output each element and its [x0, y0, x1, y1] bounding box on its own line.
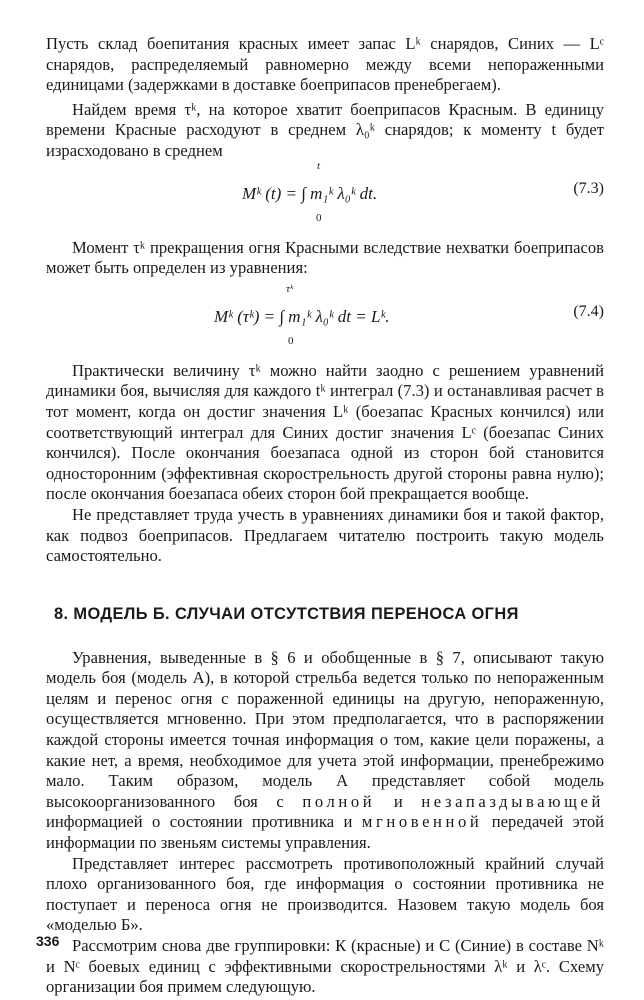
paragraph-1: Пусть склад боепитания красных имеет запас Lᵏ снарядов, Синих — Lᶜ снарядов, распределяемый равномерно между всеми непораженными единицами (задержками в доставке боеприпасов пренебрегаем).: [46, 34, 604, 95]
paragraph-6-text-d: передачей этой информации по звеньям системы управления.: [46, 812, 604, 853]
paragraph-8: Рассмотрим снова две группировки: К (красные) и С (Синие) в составе Nᵏ и Nᶜ боевых единиц с эффективными скорострельностями λᵏ и λᶜ. Схему организации боя примем следующую.: [46, 936, 604, 997]
page-number: 336: [36, 933, 60, 949]
section-heading: 8. МОДЕЛЬ Б. СЛУЧАИ ОТСУТСТВИЯ ПЕРЕНОСА ОГНЯ: [54, 604, 519, 623]
formula-7-4-number: (7.4): [573, 302, 604, 320]
formula-7-3-expression: Mᵏ (t) = ∫ m₁ᵏ λ₀ᵏ dt.: [242, 183, 378, 203]
formula-7-3: [46, 159, 604, 230]
formula-7-4-lower-limit: 0: [288, 334, 294, 347]
formula-7-4-expression: Mᵏ (τᵏ) = ∫ m₁ᵏ λ₀ᵏ dt = Lᵏ.: [214, 306, 390, 326]
paragraph-6-text-a: Уравнения, выведенные в § 6 и обобщенные в § 7, описывают такую модель боя (модель А), в которой стрельба ведется только по непораженным целям и перенос огня с пораженной единицы на другую, непораженную, осуществляется мгновенно. При этом предполагается, что в распоряжении каждой стороны имеется точная информация о том, какие цели поражены, а какие нет, а время, необходимое для учета этой информации, пренебрежимо мало. Таким образом, модель А представляет собой модель высокоорганизованного боя с: [46, 647, 604, 811]
emphasis-full: полной: [302, 791, 376, 811]
page-body: [46, 34, 604, 998]
paragraph-5: Не представляет труда учесть в уравнениях динамики боя и такой фактор, как подвоз боеприпасов. Предлагаем читателю построить такую модель самостоятельно.: [46, 504, 604, 566]
paragraph-4: Практически величину τᵏ можно найти заодно с решением уравнений динамики боя, вычисляя для каждого tᵏ интеграл (7.3) и останавливая расчет в тот момент, когда он достиг значения Lᵏ (боезапас Красных кончился) или соответствующий интеграл для Синих достиг значения Lᶜ (боезапас Синих кончился). После окончания боезапаса одной из сторон бой становится односторонним (эффективная скорострельность другой стороны равна нулю); после окончания боезапаса обеих сторон бой прекращается вообще.: [46, 360, 604, 504]
paragraph-3: Момент τᵏ прекращения огня Красными вследствие нехватки боеприпасов может быть определен из уравнения:: [46, 237, 604, 278]
paragraph-6: [46, 648, 604, 854]
emphasis-nondelayed: незапаздывающей: [421, 791, 604, 811]
formula-7-3-lower-limit: 0: [316, 211, 322, 224]
formula-7-3-number: (7.3): [573, 179, 604, 197]
paragraph-2: Найдем время τᵏ, на которое хватит боеприпасов Красным. В единицу времени Красные расходуют в среднем λ₀ᵏ снарядов; к моменту t будет израсходовано в среднем: [46, 99, 604, 160]
formula-7-4: [46, 282, 604, 353]
paragraph-6-text-b: и: [375, 791, 422, 811]
paragraph-7: Представляет интерес рассмотреть противоположный крайний случай плохо организованного боя, где информация о состоянии противника не поступает и переноса огня не производится. Назовем такую модель боя «моделью Б».: [46, 853, 604, 935]
paragraph-6-text-c: информацией о состоянии противника и: [46, 812, 362, 832]
formula-7-4-upper-limit: τᵏ: [286, 282, 294, 295]
formula-7-3-upper-limit: t: [317, 159, 321, 172]
emphasis-instant: мгновенной: [361, 812, 483, 832]
